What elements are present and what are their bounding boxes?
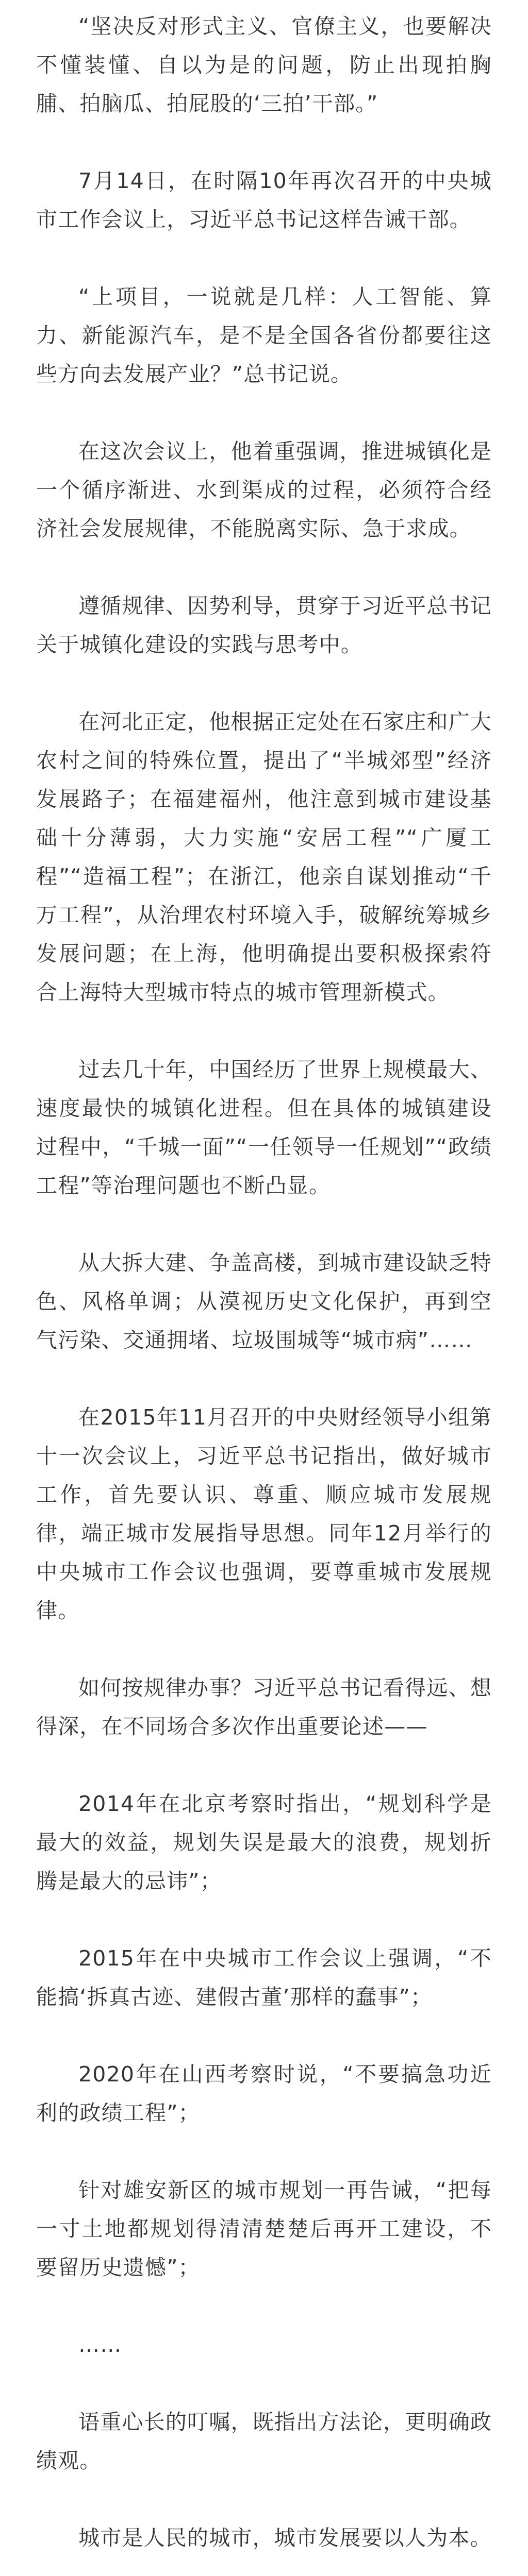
paragraph-16: 语重心长的叮嘱，既指出方法论，更明确政绩观。 <box>36 2410 492 2473</box>
paragraph-15-ellipsis: …… <box>78 2332 122 2357</box>
paragraph-2: 7月14日，在时隔10年再次召开的中央城市工作会议上，习近平总书记这样告诫干部。 <box>36 168 492 232</box>
paragraph-5: 遵循规律、因势利导，贯穿于习近平总书记关于城镇化建设的实践与思考中。 <box>36 594 492 657</box>
paragraph-1: “坚决反对形式主义、官僚主义，也要解决不懂装懂、自以为是的问题，防止出现拍胸脯、拍脑瓜、拍屁股的‘三拍’干部。” <box>36 14 492 116</box>
paragraph-8: 从大拆大建、争盖高楼，到城市建设缺乏特色、风格单调；从漠视历史文化保护，再到空气污染、交通拥堵、垃圾围城等“城市病”…… <box>36 1250 492 1352</box>
paragraph-9: 在2015年11月召开的中央财经领导小组第十一次会议上，习近平总书记指出，做好城市工作，首先要认识、尊重、顺应城市发展规律，端正城市发展指导思想。同年12月举行的中央城市工作会议也强调，要尊重城市发展规律。 <box>36 1405 492 1623</box>
paragraph-4: 在这次会议上，他着重强调，推进城镇化是一个循序渐进、水到渠成的过程，必须符合经济社会发展规律，不能脱离实际、急于求成。 <box>36 439 492 541</box>
paragraph-14: 针对雄安新区的城市规划一再告诫，“把每一寸土地都规划得清清楚楚后再开工建设，不要留历史遗憾”； <box>36 2178 492 2280</box>
paragraph-12: 2015年在中央城市工作会议上强调，“不能搞‘拆真古迹、建假古董’那样的蠢事”； <box>36 1946 492 2009</box>
paragraph-6: 在河北正定，他根据正定处在石家庄和广大农村之间的特殊位置，提出了“半城郊型”经济发展路子；在福建福州，他注意到城市建设基础十分薄弱，大力实施“安居工程”“广厦工程”“造福工程”；在浙江，他亲自谋划推动“千万工程”，从治理农村环境入手，破解统筹城乡发展问题；在上海，他明确提出要积极探索符合上海特大型城市特点的城市管理新模式。 <box>36 709 492 1005</box>
paragraph-17: 城市是人民的城市，城市发展要以人为本。 <box>78 2526 492 2550</box>
paragraph-13: 2020年在山西考察时说，“不要搞急功近利的政绩工程”； <box>36 2062 492 2125</box>
paragraph-10: 如何按规律办事？习近平总书记看得远、想得深，在不同场合多次作出重要论述—— <box>36 1675 492 1739</box>
paragraph-7: 过去几十年，中国经历了世界上规模最大、速度最快的城镇化进程。但在具体的城镇建设过程中，“千城一面”“一任领导一任规划”“政绩工程”等治理问题也不断凸显。 <box>36 1057 492 1198</box>
paragraph-3: “上项目，一说就是几样：人工智能、算力、新能源汽车，是不是全国各省份都要往这些方向去发展产业？”总书记说。 <box>36 284 492 386</box>
paragraph-11: 2014年在北京考察时指出，“规划科学是最大的效益，规划失误是最大的浪费，规划折腾是最大的忌讳”； <box>36 1791 492 1893</box>
